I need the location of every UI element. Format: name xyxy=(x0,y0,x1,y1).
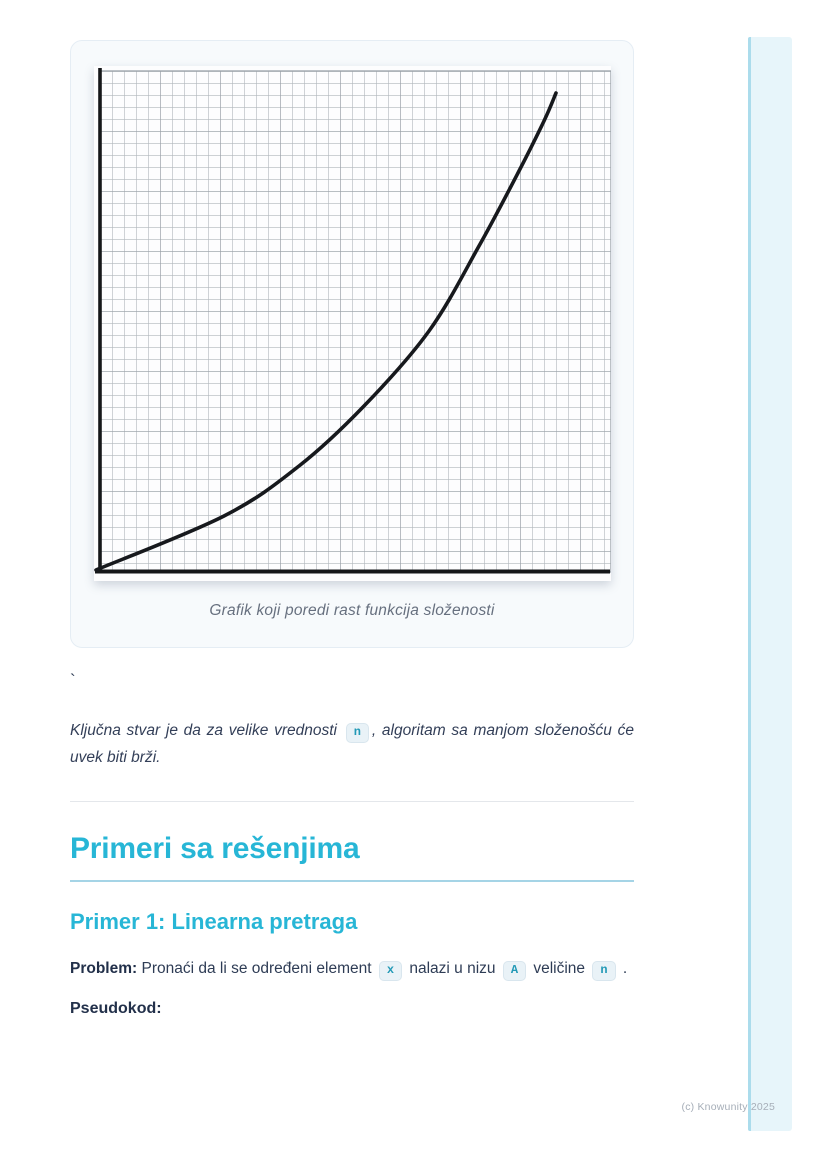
figure-caption: Grafik koji poredi rast funkcija složenosti xyxy=(209,602,495,619)
inline-code-n: n xyxy=(346,723,369,743)
scrollbar-rail[interactable] xyxy=(748,37,792,1131)
graph-image xyxy=(94,66,611,581)
copyright-text: (c) Knowunity 2025 xyxy=(681,1101,775,1113)
accent-divider xyxy=(70,880,634,882)
section-heading: Primeri sa rešenjima xyxy=(70,831,360,865)
stray-backtick: ` xyxy=(70,671,76,690)
section-divider xyxy=(70,801,634,802)
problem-segment-2: nalazi u nizu xyxy=(405,960,500,978)
problem-segment-1: Pronaći da li se određeni element xyxy=(137,960,376,978)
growth-graph-svg xyxy=(94,66,611,581)
problem-segment-4: . xyxy=(618,960,628,978)
grid-lines xyxy=(100,71,611,572)
document-content xyxy=(70,40,634,1018)
pseudocode-label: Pseudokod: xyxy=(70,999,162,1017)
problem-paragraph xyxy=(70,952,634,985)
problem-label: Problem: xyxy=(70,960,138,978)
inline-code-n2: n xyxy=(592,961,615,981)
figure-card xyxy=(70,40,634,648)
example-heading: Primer 1: Linearna pretraga xyxy=(70,909,358,935)
note-text-after: , algoritam sa manjom složenošću će uvek biti brži. xyxy=(70,722,634,766)
inline-code-A: A xyxy=(503,961,526,981)
inline-code-x: x xyxy=(379,961,402,981)
key-note-paragraph xyxy=(70,718,634,772)
note-text-before: Ključna stvar je da za velike vrednosti xyxy=(70,722,343,739)
problem-segment-3: veličine xyxy=(529,960,590,978)
